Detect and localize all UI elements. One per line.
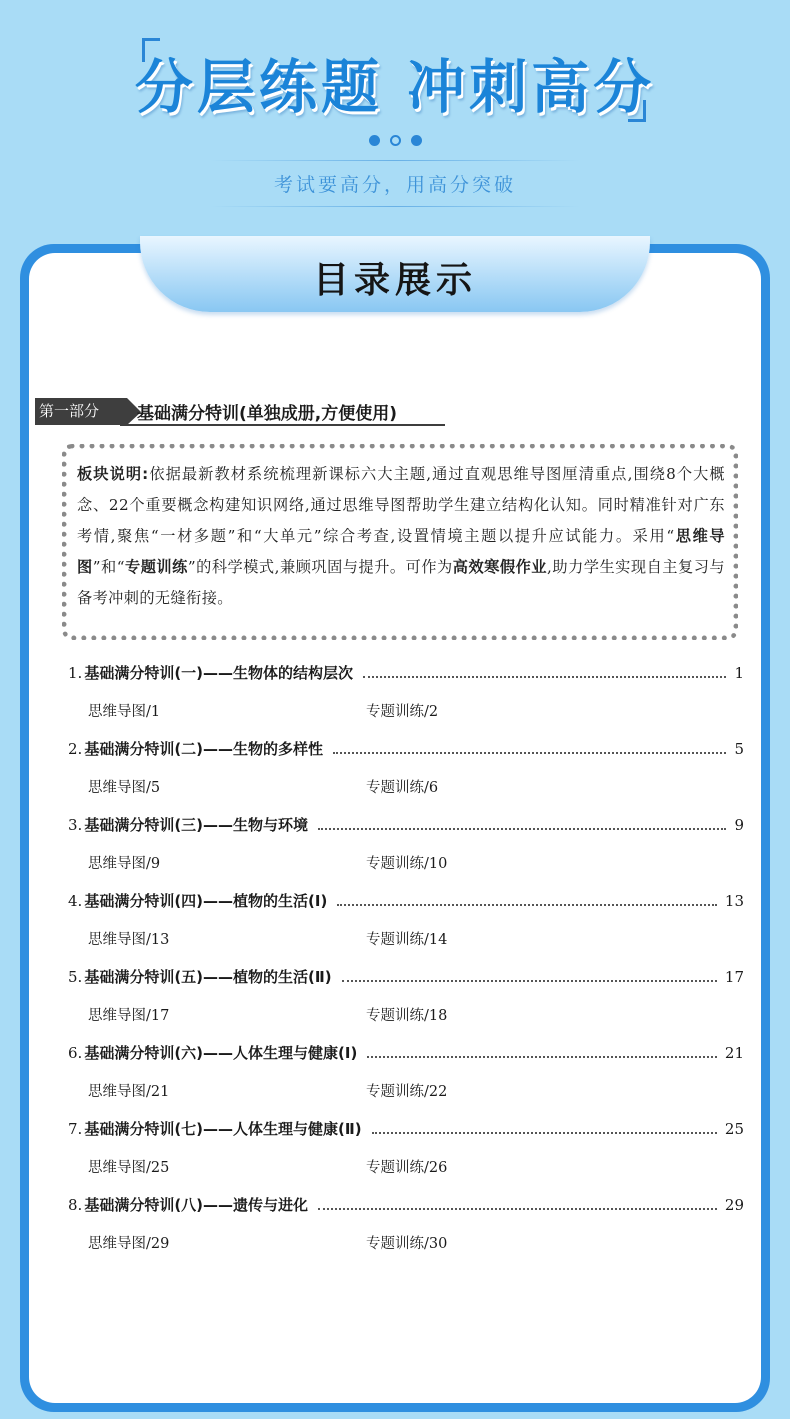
description-emphasis: 思维导图 [77,527,726,576]
card-tab-title: 目录展示 [312,260,477,301]
toc-subentry-training: 专题训练/30 [366,1236,448,1252]
toc-entry-title: 基础满分特训(三)——生物与环境 [84,816,309,834]
dot-icon [411,135,422,146]
toc-dot-leader [333,752,726,754]
toc-entry-title: 基础满分特训(五)——植物的生活(Ⅱ) [84,968,332,986]
toc-subentry-training: 专题训练/6 [366,780,439,796]
toc-entry-number: 1. [68,664,83,682]
toc-entry[interactable] [68,1042,744,1118]
toc-entry-page: 5 [734,740,744,758]
toc-entry-title: 基础满分特训(六)——人体生理与健康(Ⅰ) [84,1044,358,1062]
description-part: ,助力学生实现自主复习与备考冲刺的无缝衔接。 [77,558,726,607]
toc-subentries [68,776,744,802]
toc-entry[interactable] [68,662,744,738]
toc-subentry-mindmap: 思维导图/21 [88,1084,170,1100]
toc-entry[interactable] [68,738,744,814]
toc-entry-number: 6. [68,1044,83,1062]
toc-subentry-mindmap: 思维导图/5 [88,780,161,796]
toc-subentry-mindmap: 思维导图/1 [88,704,161,720]
toc-entry-number: 2. [68,740,83,758]
toc-entry[interactable] [68,890,744,966]
toc-subentry-mindmap: 思维导图/25 [88,1160,170,1176]
toc-entry-line [68,738,744,764]
toc-subentry-training: 专题训练/2 [366,704,439,720]
divider-bottom [210,206,580,207]
toc-entry-title: 基础满分特训(二)——生物的多样性 [84,740,324,758]
page-subtitle: 考试要高分，用高分突破 [273,174,516,196]
toc-entry-page: 9 [734,816,744,834]
toc-dot-leader [318,1208,717,1210]
description-label: 板块说明: [77,465,149,483]
toc-entry[interactable] [68,1118,744,1194]
toc-entry-page: 1 [734,664,744,682]
toc-subentry-training: 专题训练/14 [366,932,448,948]
toc-entry-number: 8. [68,1196,83,1214]
toc-entry-page: 17 [724,968,744,986]
toc-entry-line [68,814,744,840]
dot-outline-icon [390,135,401,146]
toc-entry-title: 基础满分特训(四)——植物的生活(Ⅰ) [84,892,328,910]
toc-dot-leader [318,828,726,830]
section-title: 基础满分特训(单独成册,方便使用) [137,404,397,424]
description-part: ”和“ [92,558,125,576]
toc-subentry-mindmap: 思维导图/29 [88,1236,170,1252]
dot-icon [369,135,380,146]
toc-entry-page: 21 [724,1044,744,1062]
toc-subentry-mindmap: 思维导图/9 [88,856,161,872]
toc-dot-leader [372,1132,717,1134]
toc-subentry-training: 专题训练/26 [366,1160,448,1176]
toc-entry[interactable] [68,966,744,1042]
toc-entry-number: 4. [68,892,83,910]
toc-dot-leader [367,1056,717,1058]
toc-subentries [68,700,744,726]
description-emphasis: 高效寒假作业 [452,558,548,576]
toc-subentries [68,1004,744,1030]
table-of-contents [68,662,744,1270]
decorative-dots [0,130,790,149]
toc-entry-page: 29 [724,1196,744,1214]
toc-subentry-training: 专题训练/18 [366,1008,448,1024]
toc-entry-line [68,890,744,916]
toc-entry-page: 25 [724,1120,744,1138]
toc-entry-number: 5. [68,968,83,986]
toc-entry-title: 基础满分特训(一)——生物体的结构层次 [84,664,354,682]
toc-subentries [68,928,744,954]
toc-entry-title: 基础满分特训(八)——遗传与进化 [84,1196,309,1214]
toc-dot-leader [342,980,717,982]
toc-entry[interactable] [68,1194,744,1270]
toc-subentry-mindmap: 思维导图/17 [88,1008,170,1024]
toc-dot-leader [363,676,726,678]
toc-dot-leader [337,904,717,906]
description-emphasis: 专题训练 [124,558,188,576]
section-badge: 第一部分 [35,398,127,425]
toc-subentries [68,1080,744,1106]
toc-entry-line [68,1118,744,1144]
description-part: 依据最新教材系统梳理新课标六大主题,通过直观思维导图厘清重点,围绕8个大概念、22个重要概念构建知识网络,通过思维导图帮助学生建立结构化认知。同时精准针对广东考情,聚焦“一材多题”和“大单元”综合考查,设置情境主题以提升应试能力。采用“ [77,465,725,545]
toc-entry-number: 7. [68,1120,83,1138]
description-text [77,459,725,614]
toc-entry-line [68,1194,744,1220]
toc-entry-line [68,662,744,688]
toc-entry[interactable] [68,814,744,890]
toc-subentry-training: 专题训练/22 [366,1084,448,1100]
toc-entry-line [68,1042,744,1068]
toc-entry-number: 3. [68,816,83,834]
toc-entry-page: 13 [724,892,744,910]
toc-entry-line [68,966,744,992]
description-part: ”的科学模式,兼顾巩固与提升。可作为 [187,558,453,576]
toc-subentry-mindmap: 思维导图/13 [88,932,170,948]
page-title: 分层练题 冲刺高分 [134,53,656,121]
section-underline [120,424,445,426]
divider-top [210,160,580,161]
toc-subentries [68,1156,744,1182]
toc-subentry-training: 专题训练/10 [366,856,448,872]
toc-entry-title: 基础满分特训(七)——人体生理与健康(Ⅱ) [84,1120,362,1138]
toc-subentries [68,852,744,878]
toc-subentries [68,1232,744,1258]
description-box [62,444,738,640]
